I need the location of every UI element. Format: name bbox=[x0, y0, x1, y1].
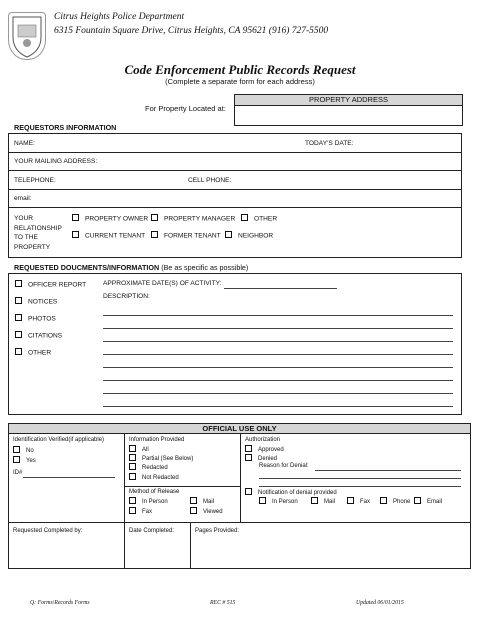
checkbox-icon[interactable] bbox=[190, 497, 197, 504]
checkbox-icon[interactable] bbox=[13, 446, 20, 453]
item-officer-report[interactable]: OFFICER REPORT bbox=[15, 281, 86, 288]
notif-mail[interactable]: Mail bbox=[311, 498, 335, 505]
email-label: email: bbox=[14, 195, 32, 202]
checkbox-icon[interactable] bbox=[241, 214, 248, 221]
release-fax[interactable]: Fax bbox=[129, 508, 152, 515]
checkbox-icon[interactable] bbox=[15, 297, 22, 304]
row-divider bbox=[124, 486, 240, 487]
id-number-line[interactable] bbox=[23, 477, 115, 478]
notif-fax[interactable]: Fax bbox=[347, 498, 370, 505]
column-divider bbox=[240, 433, 241, 522]
activity-dates-line[interactable] bbox=[224, 288, 337, 289]
info-redacted[interactable]: Redacted bbox=[129, 464, 168, 471]
checkbox-icon[interactable] bbox=[129, 507, 136, 514]
checkbox-icon[interactable] bbox=[15, 314, 22, 321]
auth-denied[interactable]: Denied bbox=[245, 455, 277, 462]
checkbox-icon[interactable] bbox=[129, 497, 136, 504]
checkbox-icon[interactable] bbox=[259, 497, 266, 504]
description-line[interactable] bbox=[103, 341, 453, 342]
checkbox-icon[interactable] bbox=[414, 497, 421, 504]
checkbox-icon[interactable] bbox=[190, 507, 197, 514]
auth-approved[interactable]: Approved bbox=[245, 446, 284, 453]
checkbox-icon[interactable] bbox=[129, 445, 136, 452]
activity-dates-label: APPROXIMATE DATE(S) OF ACTIVITY: bbox=[103, 280, 222, 287]
description-line[interactable] bbox=[103, 393, 453, 394]
release-in-person[interactable]: In Person bbox=[129, 498, 168, 505]
checkbox-icon[interactable] bbox=[151, 214, 158, 221]
info-provided-label: Information Provided bbox=[129, 437, 185, 443]
info-partial[interactable]: Partial (See Below) bbox=[129, 455, 193, 462]
checkbox-icon[interactable] bbox=[245, 445, 252, 452]
footer-updated: Updated 06/01/2015 bbox=[356, 600, 404, 606]
option-neighbor[interactable]: NEIGHBOR bbox=[225, 232, 273, 239]
checkbox-icon[interactable] bbox=[129, 454, 136, 461]
department-name: Citrus Heights Police Department bbox=[54, 12, 185, 22]
checkbox-icon[interactable] bbox=[225, 231, 232, 238]
checkbox-icon[interactable] bbox=[15, 280, 22, 287]
option-other[interactable]: OTHER bbox=[241, 215, 277, 222]
info-all[interactable]: All bbox=[129, 446, 149, 453]
item-other[interactable]: OTHER bbox=[15, 349, 51, 356]
checkbox-icon[interactable] bbox=[245, 454, 252, 461]
column-divider bbox=[124, 433, 125, 522]
option-property-owner[interactable]: PROPERTY OWNER bbox=[72, 215, 148, 222]
release-method-label: Method of Release bbox=[129, 489, 180, 495]
telephone-row[interactable] bbox=[9, 171, 461, 190]
pages-provided-label: Pages Provided: bbox=[195, 528, 240, 534]
date-completed-label: Date Completed: bbox=[129, 528, 175, 534]
form-subtitle: (Complete a separate form for each address) bbox=[165, 77, 315, 86]
denial-notification-label[interactable]: Notification of denial provided bbox=[245, 489, 337, 496]
description-line[interactable] bbox=[103, 354, 453, 355]
telephone-label: TELEPHONE: bbox=[14, 177, 56, 184]
info-not-redacted[interactable]: Not Redacted bbox=[129, 474, 179, 481]
department-address: 6315 Fountain Square Drive, Citrus Heights, CA 95621 (916) 727-5500 bbox=[54, 26, 329, 36]
property-address-box bbox=[234, 94, 463, 126]
property-address-header: PROPERTY ADDRESS bbox=[235, 95, 462, 106]
denial-reason-label: Reason for Denial: bbox=[259, 463, 309, 469]
name-row[interactable] bbox=[9, 134, 461, 153]
official-use-box bbox=[8, 423, 471, 569]
row-divider bbox=[9, 522, 470, 523]
checkbox-icon[interactable] bbox=[15, 348, 22, 355]
notif-phone[interactable]: Phone bbox=[380, 498, 410, 505]
item-photos[interactable]: PHOTOS bbox=[15, 315, 56, 322]
id-yes-option[interactable]: Yes bbox=[13, 457, 36, 464]
authorization-label: Authorization bbox=[245, 437, 281, 443]
documents-section-title: REQUESTED DOUCMENTS/INFORMATION (Be as specific as possible) bbox=[14, 263, 249, 272]
id-number-label: ID# bbox=[13, 470, 23, 476]
notif-in-person[interactable]: In Person bbox=[259, 498, 298, 505]
checkbox-icon[interactable] bbox=[15, 331, 22, 338]
option-current-tenant[interactable]: CURRENT TENANT bbox=[72, 232, 145, 239]
release-viewed[interactable]: Viewed bbox=[190, 508, 223, 515]
option-former-tenant[interactable]: FORMER TENANT bbox=[151, 232, 221, 239]
relationship-label: YOUR RELATIONSHIP TO THE PROPERTY bbox=[14, 215, 62, 251]
checkbox-icon[interactable] bbox=[347, 497, 354, 504]
checkbox-icon[interactable] bbox=[72, 231, 79, 238]
checkbox-icon[interactable] bbox=[245, 488, 252, 495]
checkbox-icon[interactable] bbox=[380, 497, 387, 504]
footer-form-number: REC # 515 bbox=[210, 600, 236, 606]
checkbox-icon[interactable] bbox=[311, 497, 318, 504]
id-verified-label: Identification Verified(if applicable) bbox=[13, 437, 105, 443]
property-address-input[interactable] bbox=[235, 106, 462, 126]
police-badge-logo bbox=[8, 12, 46, 60]
checkbox-icon[interactable] bbox=[13, 456, 20, 463]
mailing-address-label: YOUR MAILING ADDRESS: bbox=[14, 158, 98, 165]
column-divider bbox=[190, 522, 191, 568]
denial-reason-line[interactable] bbox=[259, 478, 461, 479]
requestor-section-title: REQUESTORS INFORMATION bbox=[14, 123, 117, 132]
completed-by-label: Requested Completed by: bbox=[13, 528, 83, 534]
description-label: DESCRIPTION: bbox=[103, 293, 150, 300]
description-line[interactable] bbox=[103, 406, 453, 407]
column-divider bbox=[124, 522, 125, 568]
item-citations[interactable]: CITATIONS bbox=[15, 332, 62, 339]
notif-email[interactable]: Email bbox=[414, 498, 442, 505]
option-property-manager[interactable]: PROPERTY MANAGER bbox=[151, 215, 235, 222]
checkbox-icon[interactable] bbox=[151, 231, 158, 238]
denial-reason-line[interactable] bbox=[259, 486, 461, 487]
item-notices[interactable]: NOTICES bbox=[15, 298, 57, 305]
checkbox-icon[interactable] bbox=[129, 463, 136, 470]
email-row[interactable] bbox=[9, 190, 461, 208]
description-line[interactable] bbox=[103, 380, 453, 381]
denial-reason-line[interactable] bbox=[315, 470, 461, 471]
todays-date-label: TODAY'S DATE: bbox=[305, 140, 354, 147]
checkbox-icon[interactable] bbox=[129, 473, 136, 480]
release-mail[interactable]: Mail bbox=[190, 498, 214, 505]
footer-path: Q: Forms\Records Forms bbox=[30, 600, 90, 606]
documents-box bbox=[8, 273, 462, 415]
property-label: For Property Located at: bbox=[145, 104, 226, 113]
form-title: Code Enforcement Public Records Request bbox=[124, 62, 356, 77]
official-use-title: OFFICIAL USE ONLY bbox=[9, 424, 470, 434]
description-line[interactable] bbox=[103, 315, 453, 316]
checkbox-icon[interactable] bbox=[72, 214, 79, 221]
mailing-address-row[interactable] bbox=[9, 153, 461, 171]
id-no-option[interactable]: No bbox=[13, 447, 34, 454]
description-line[interactable] bbox=[103, 367, 453, 368]
cell-phone-label: CELL PHONE: bbox=[188, 177, 232, 184]
name-label: NAME: bbox=[14, 140, 35, 147]
description-line[interactable] bbox=[103, 328, 453, 329]
requestor-box bbox=[8, 133, 462, 258]
